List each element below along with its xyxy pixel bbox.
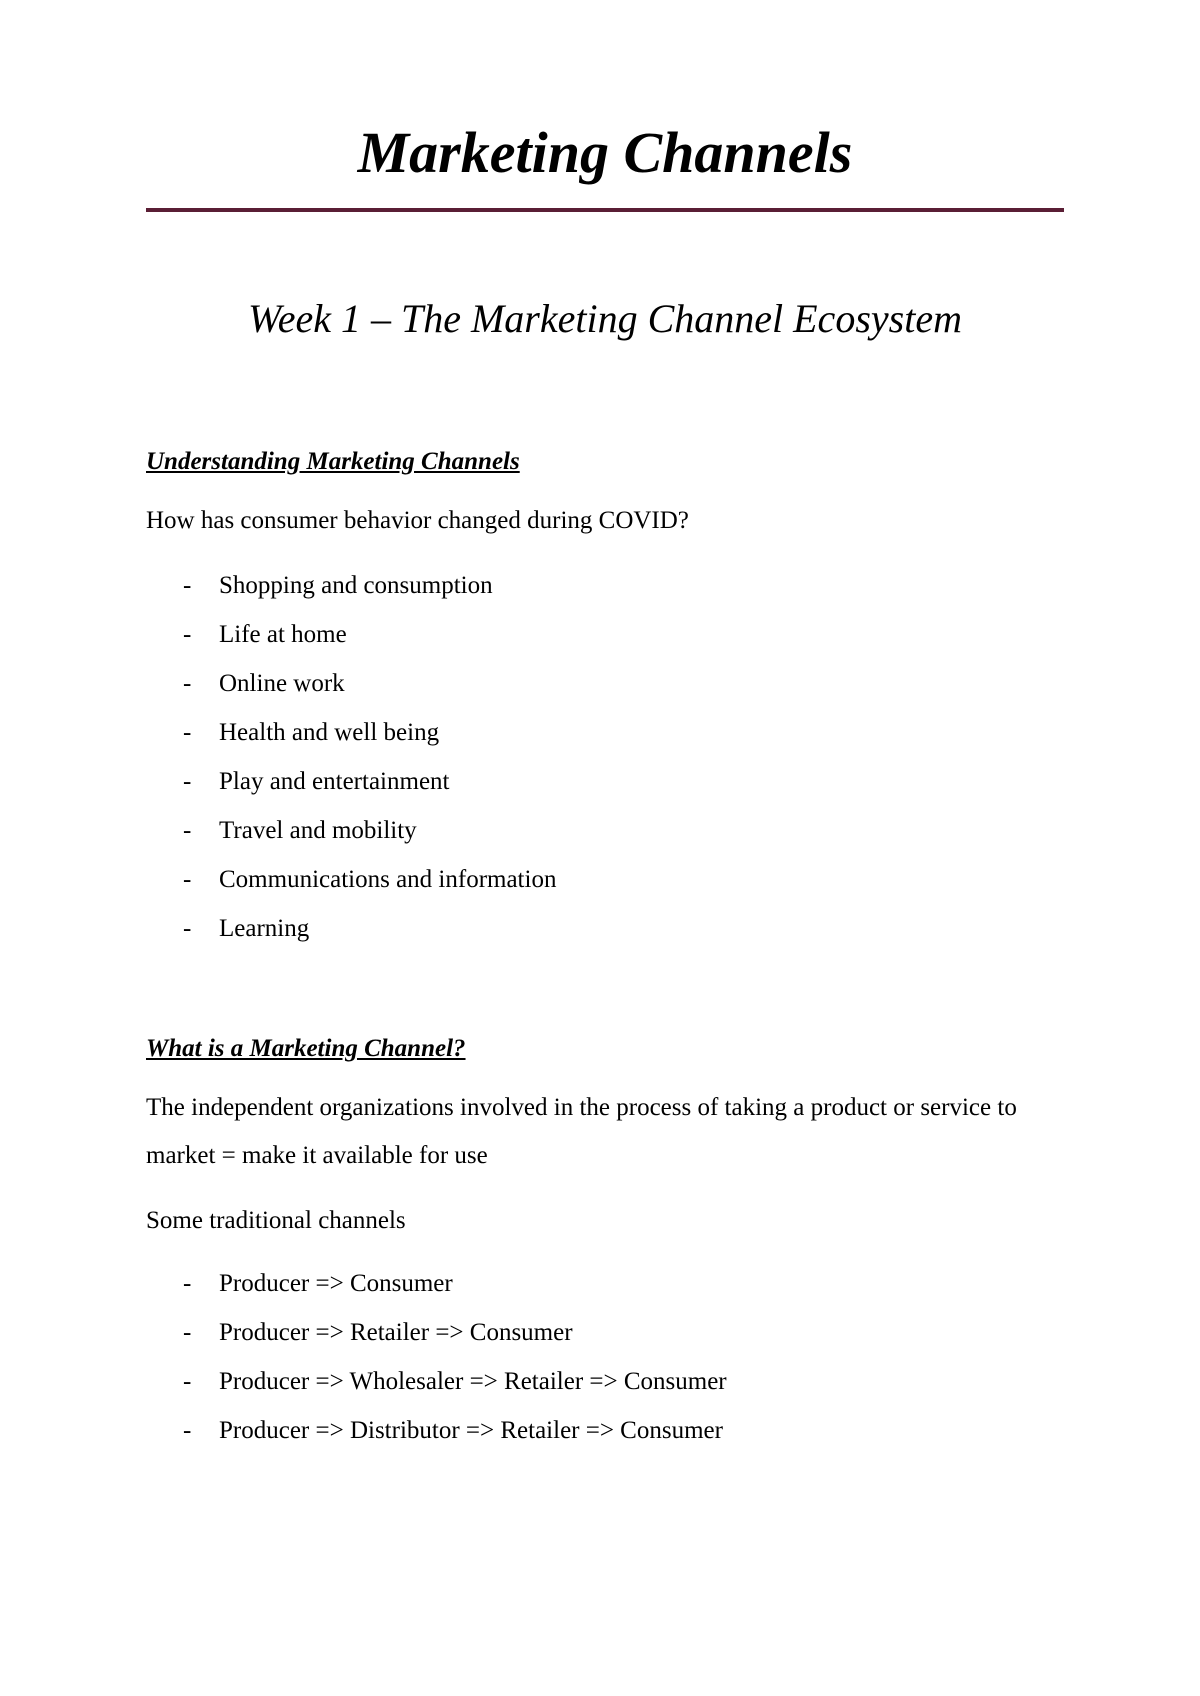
list-item (146, 561, 556, 610)
bullet-dash: - (183, 572, 192, 599)
bullet-dash: - (183, 670, 192, 697)
list-item (146, 1308, 727, 1357)
covid-question: How has consumer behavior changed during COVID? (146, 507, 689, 534)
section-heading-what-is: What is a Marketing Channel? (146, 1035, 466, 1062)
list-item (146, 855, 556, 904)
list-item-text: Producer => Distributor => Retailer => Consumer (219, 1417, 723, 1444)
week-heading: Week 1 – The Marketing Channel Ecosystem (248, 296, 962, 341)
list-item-text: Producer => Consumer (219, 1270, 453, 1297)
bullet-dash: - (183, 719, 192, 746)
list-item-text: Communications and information (219, 866, 557, 893)
list-item (146, 1259, 727, 1308)
bullet-dash: - (183, 866, 192, 893)
list-item-text: Play and entertainment (219, 768, 450, 795)
list-item-text: Producer => Wholesaler => Retailer => Consumer (219, 1368, 727, 1395)
list-item (146, 1357, 727, 1406)
title-divider (146, 208, 1064, 212)
bullet-dash: - (183, 1417, 192, 1444)
bullet-dash: - (183, 1368, 192, 1395)
bullet-dash: - (183, 817, 192, 844)
list-item-text: Shopping and consumption (219, 572, 493, 599)
list-item (146, 1406, 727, 1455)
traditional-channels-intro: Some traditional channels (146, 1207, 406, 1234)
bullet-dash: - (183, 621, 192, 648)
list-item-text: Producer => Retailer => Consumer (219, 1319, 573, 1346)
bullet-dash: - (183, 1270, 192, 1297)
bullet-dash: - (183, 768, 192, 795)
document-title: Marketing Channels (357, 120, 853, 185)
list-item-text: Online work (219, 670, 345, 697)
list-item (146, 610, 556, 659)
list-item-text: Learning (219, 915, 310, 942)
bullet-dash: - (183, 915, 192, 942)
list-item (146, 708, 556, 757)
list-item (146, 806, 556, 855)
traditional-channels-list (146, 1259, 727, 1455)
list-item-text: Health and well being (219, 719, 440, 746)
section-heading-understanding: Understanding Marketing Channels (146, 448, 520, 475)
consumer-behavior-list (146, 561, 556, 953)
list-item-text: Travel and mobility (219, 817, 417, 844)
list-item (146, 757, 556, 806)
list-item (146, 659, 556, 708)
list-item-text: Life at home (219, 621, 347, 648)
bullet-dash: - (183, 1319, 192, 1346)
list-item (146, 904, 556, 953)
marketing-channel-definition: The independent organizations involved in the process of taking a product or service to market = make it available for use (146, 1094, 1017, 1169)
